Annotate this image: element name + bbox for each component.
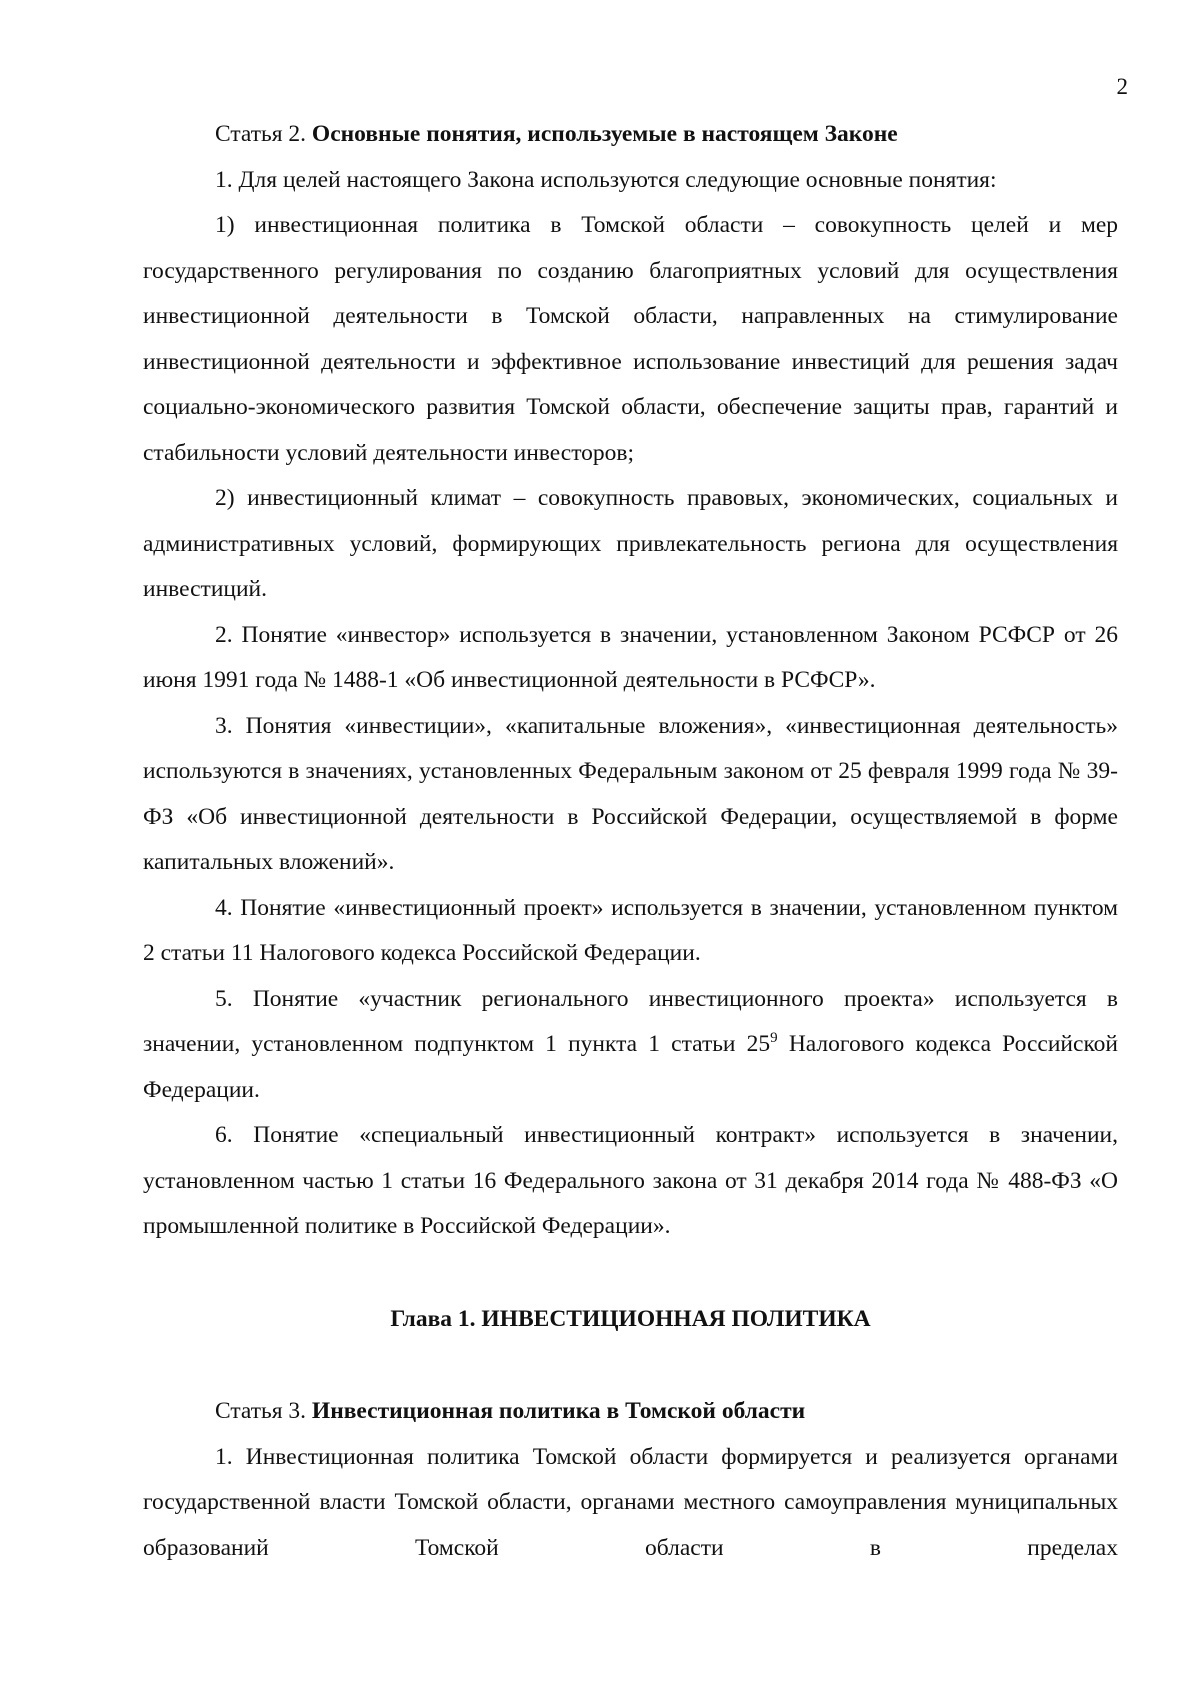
document-body [143, 112, 1118, 1571]
paragraph-5-text: 5. Понятие «участник регионального инвестиционного проекта» используется в значении, установленном подпунктом 1 пункта 1 статьи 25 [143, 985, 1118, 1057]
page-number: 2 [1116, 74, 1128, 99]
paragraph-2: 2. Понятие «инвестор» используется в значении, установленном Законом РСФСР от 26 июня 1991 года № 1488-1 «Об инвестиционной деятельности в РСФСР». [143, 621, 1118, 693]
superscript: 9 [770, 1030, 778, 1046]
article-2-prefix: Статья 2. [215, 121, 307, 147]
article-3-paragraph-1: 1. Инвестиционная политика Томской области формируется и реализуется органами государственной власти Томской области, органами местного самоуправления муниципальных образований Томской области в пределах [143, 1443, 1118, 1561]
article-3-prefix: Статья 3. [215, 1398, 307, 1424]
article-3-heading [143, 1389, 1118, 1435]
chapter-1-title: Глава 1. ИНВЕСТИЦИОННАЯ ПОЛИТИКА [390, 1305, 871, 1332]
paragraph-6: 6. Понятие «специальный инвестиционный контракт» используется в значении, установленном частью 1 статьи 16 Федерального закона от 31 декабря 2014 года № 488-ФЗ «О промышленной политике в Российской Федерации». [143, 1122, 1118, 1239]
paragraph-3: 3. Понятия «инвестиции», «капитальные вложения», «инвестиционная деятельность» используются в значениях, установленных Федеральным законом от 25 февраля 1999 года № 39-ФЗ «Об инвестиционной деятельности в Российской Федерации, осуществляемой в форме капитальных вложений». [143, 712, 1118, 875]
article-2-title: Основные понятия, используемые в настоящем Законе [311, 121, 898, 147]
paragraph-1-item-2: 2) инвестиционный климат – совокупность правовых, экономических, социальных и административных условий, формирующих привлекательность региона для осуществления инвестиций. [143, 485, 1118, 602]
article-2-heading [143, 112, 1118, 158]
paragraph-5 [143, 977, 1118, 1114]
paragraph-4: 4. Понятие «инвестиционный проект» используется в значении, установленном пунктом 2 статьи 11 Налогового кодекса Российской Федерации. [143, 894, 1118, 966]
paragraph-5-tail: Налогового кодекса Российской Федерации. [143, 1031, 1118, 1103]
article-3-title: Инвестиционная политика в Томской области [311, 1398, 806, 1424]
paragraph-1: 1. Для целей настоящего Закона используются следующие основные понятия: [215, 166, 997, 193]
paragraph-1-item-1: 1) инвестиционная политика в Томской области – совокупность целей и мер государственного регулирования по созданию благоприятных условий для осуществления инвестиционной деятельности в Томской области, направленных на стимулирование инвестиционной деятельности и эффективное использование инвестиций для решения задач социально-экономического развития Томской области, обеспечение защиты прав, гарантий и стабильности условий деятельности инвесторов; [143, 212, 1118, 466]
